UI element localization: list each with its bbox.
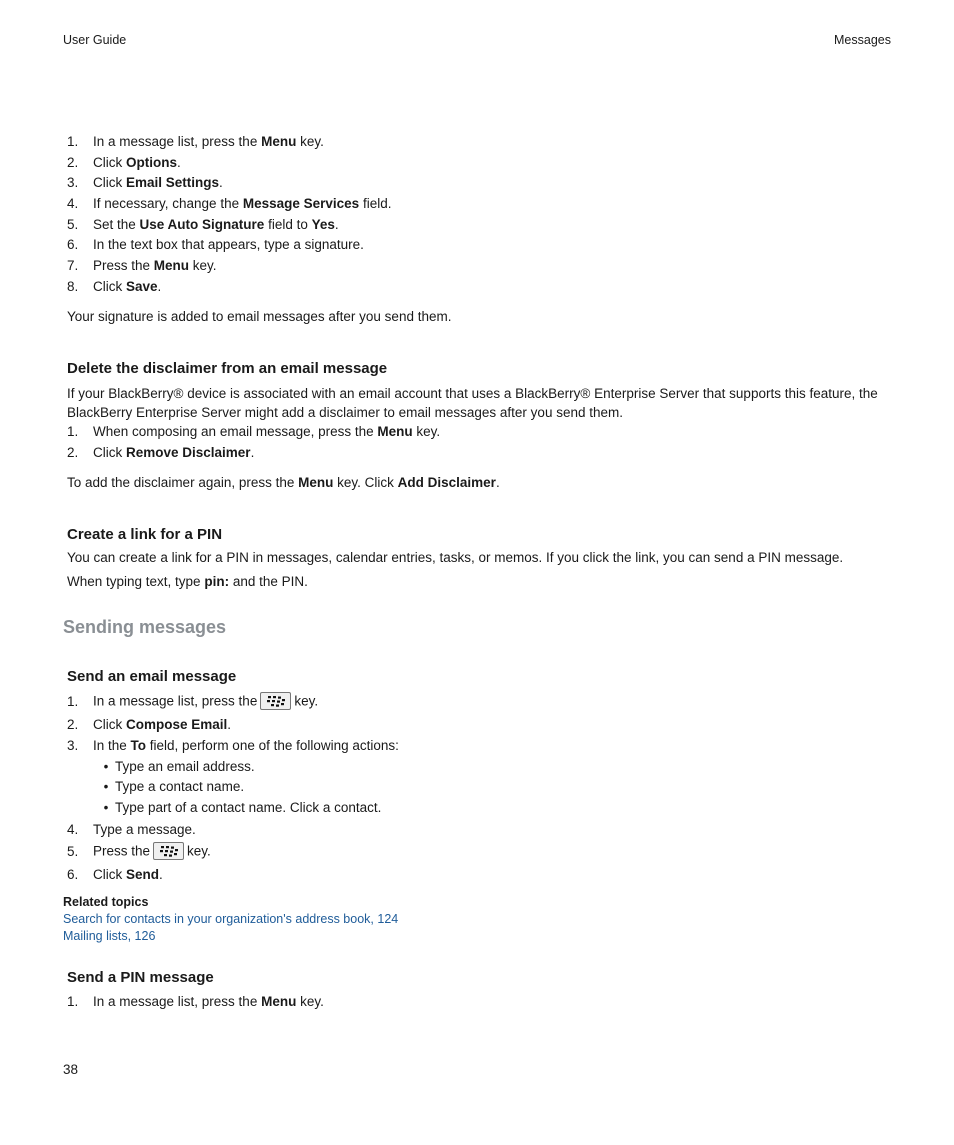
signature-result-text: Your signature is added to email messages after you send them. bbox=[67, 309, 452, 324]
blackberry-menu-key-icon bbox=[260, 692, 291, 710]
running-header-title: User Guide bbox=[63, 33, 127, 47]
list-item: 7. Press the Menu key. bbox=[67, 258, 217, 273]
list-item: 2. Click Remove Disclaimer. bbox=[67, 445, 255, 460]
disclaimer-heading: Delete the disclaimer from an email message bbox=[67, 360, 388, 377]
running-header-section: Messages bbox=[834, 33, 891, 47]
send-pin-heading: Send a PIN message bbox=[67, 969, 214, 986]
section-title: Sending messages bbox=[63, 617, 227, 637]
related-topics-heading: Related topics bbox=[63, 895, 149, 909]
bullet-item: • Type part of a contact name. Click a contact. bbox=[103, 800, 382, 815]
list-item: 6. Click Send. bbox=[67, 867, 163, 882]
disclaimer-intro: If your BlackBerry® device is associated with an email account that uses a BlackBerry® Enterprise Server that supports this feature, the BlackBerry Enterprise Server might add a disclaimer to email messages after you send them. bbox=[67, 386, 878, 420]
list-item: 3. In the To field, perform one of the following actions: bbox=[67, 738, 399, 753]
list-item: 1. In a message list, press the Menu key. bbox=[67, 134, 324, 149]
pin-link-intro: You can create a link for a PIN in messages, calendar entries, tasks, or memos. If you click the link, you can send a PIN message. bbox=[67, 550, 844, 565]
blackberry-menu-key-icon bbox=[153, 842, 184, 860]
related-link-mailing-lists[interactable]: Mailing lists, 126 bbox=[63, 929, 156, 943]
list-item: 4. Type a message. bbox=[67, 822, 196, 837]
disclaimer-readd-text: To add the disclaimer again, press the Menu key. Click Add Disclaimer. bbox=[67, 475, 500, 490]
list-item: 2. Click Compose Email. bbox=[67, 717, 232, 732]
bullet-item: • Type a contact name. bbox=[103, 779, 245, 794]
list-item: 4. If necessary, change the Message Services field. bbox=[67, 196, 392, 211]
list-item: 1. In a message list, press the Menu key. bbox=[67, 994, 324, 1009]
bullet-item: • Type an email address. bbox=[103, 759, 255, 774]
list-item: 1. When composing an email message, press the Menu key. bbox=[67, 424, 441, 439]
send-email-heading: Send an email message bbox=[67, 668, 237, 685]
pin-link-heading: Create a link for a PIN bbox=[67, 526, 223, 543]
list-item: 5. Press the key. bbox=[67, 843, 211, 859]
page-number: 38 bbox=[63, 1062, 79, 1077]
list-item: 1. In a message list, press the key. bbox=[67, 693, 319, 709]
related-link-address-book[interactable]: Search for contacts in your organization's address book, 124 bbox=[63, 912, 399, 926]
list-item: 3. Click Email Settings. bbox=[67, 175, 223, 190]
list-item: 5. Set the Use Auto Signature field to Yes. bbox=[67, 217, 339, 232]
list-item: 2. Click Options. bbox=[67, 155, 181, 170]
list-item: 6. In the text box that appears, type a signature. bbox=[67, 237, 364, 252]
list-item: 8. Click Save. bbox=[67, 279, 162, 294]
pin-link-typing-text: When typing text, type pin: and the PIN. bbox=[67, 574, 308, 589]
